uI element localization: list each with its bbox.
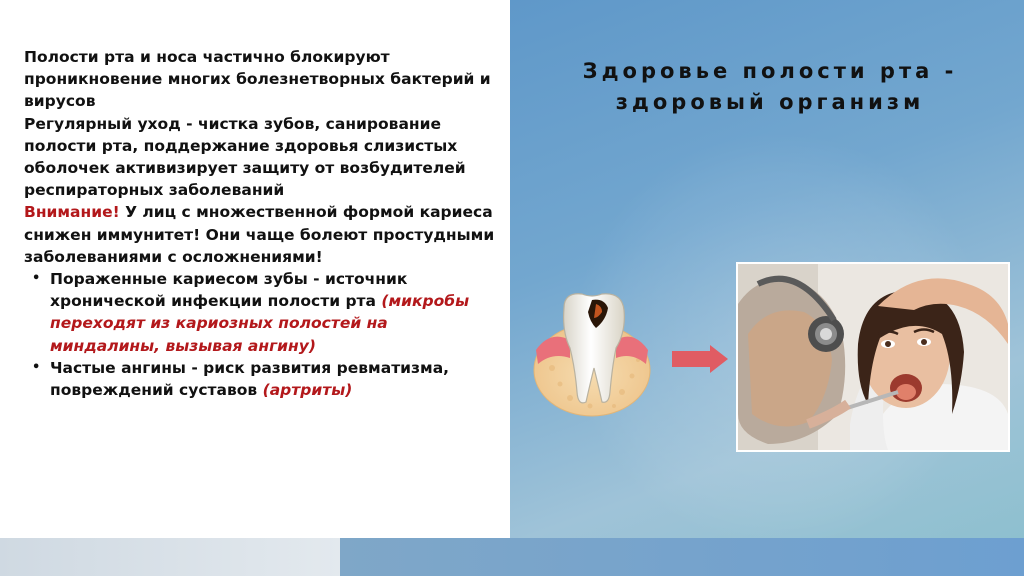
slide-title-line2: здоровый организм	[615, 90, 925, 114]
bullet-list	[24, 268, 500, 401]
bullet1-note: (микробы переходят из кариозных полостей на миндалины, вызывая ангину)	[50, 292, 470, 355]
body-text	[24, 46, 500, 401]
carious-tooth-illustration	[530, 288, 660, 418]
attention-text: У лиц с множественной формой кариеса снижен иммунитет! Они чаще болеют простудными заболеваниями с осложнениями!	[24, 203, 495, 266]
tooth-icon	[530, 288, 660, 418]
list-item	[32, 268, 500, 357]
bullet2-text: Частые ангины - риск развития ревматизма, повреждений суставов	[50, 358, 450, 400]
bottom-bar-left	[0, 538, 340, 576]
list-item	[32, 357, 500, 401]
bullet1-text: Пораженные кариесом зубы - источник хронической инфекции полости рта	[50, 270, 408, 311]
doctor-examining-patient-illustration	[738, 264, 1008, 450]
bullet-dot-icon: •	[32, 271, 41, 287]
paragraph-attention	[24, 201, 500, 268]
paragraph-hygiene: Регулярный уход - чистка зубов, санирование полости рта, поддержание здоровья слизистых оболочек активизирует защиту от возбудителей респираторных заболеваний	[24, 114, 466, 200]
bottom-bar-right	[340, 538, 1024, 576]
doctor-patient-photo	[736, 262, 1010, 452]
slide-title	[540, 56, 1000, 118]
attention-label: Внимание!	[24, 203, 120, 222]
paragraph-barrier: Полости рта и носа частично блокируют проникновение многих болезнетворных бактерий и вирусов	[24, 48, 491, 111]
right-arrow-icon	[672, 345, 728, 373]
bullet2-note: (артриты)	[262, 381, 353, 400]
slide-title-line1: Здоровье полости рта -	[582, 59, 958, 83]
bullet-dot-icon: •	[32, 359, 41, 375]
